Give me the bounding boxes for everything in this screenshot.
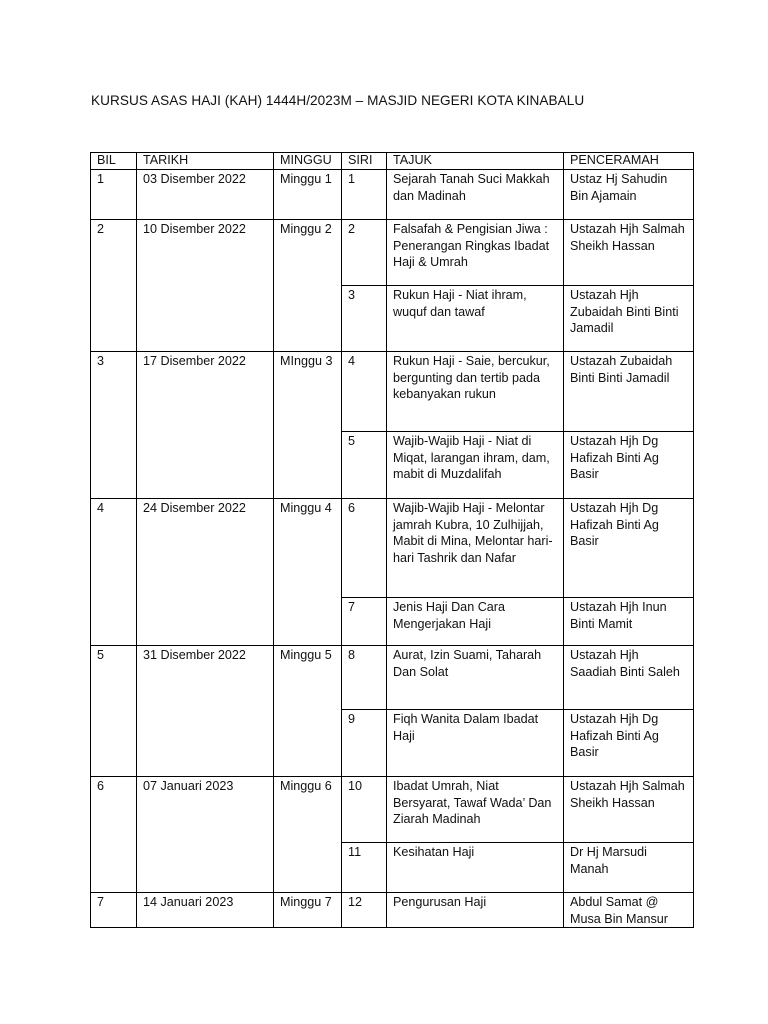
table-row [91,499,694,598]
cell-siri: 3 [342,286,387,352]
cell-bil: 1 [91,170,137,220]
cell-penceramah: Ustazah Zubaidah Binti Binti Jamadil [564,352,694,432]
cell-minggu: Minggu 5 [274,646,342,777]
cell-tarikh: 03 Disember 2022 [137,170,274,220]
header-siri: SIRI [342,153,387,170]
table-header-row [91,153,694,170]
cell-tajuk: Pengurusan Haji [387,893,564,928]
cell-bil: 4 [91,499,137,646]
cell-tarikh: 14 Januari 2023 [137,893,274,928]
cell-siri: 11 [342,843,387,893]
cell-siri: 1 [342,170,387,220]
cell-tarikh: 31 Disember 2022 [137,646,274,777]
cell-tajuk: Rukun Haji - Saie, bercukur, bergunting dan tertib pada kebanyakan rukun [387,352,564,432]
cell-penceramah: Ustazah Hjh Dg Hafizah Binti Ag Basir [564,432,694,499]
cell-bil: 2 [91,220,137,352]
cell-siri: 12 [342,893,387,928]
cell-tajuk: Falsafah & Pengisian Jiwa : Penerangan Ringkas Ibadat Haji & Umrah [387,220,564,286]
cell-tajuk: Kesihatan Haji [387,843,564,893]
schedule-table [90,152,694,928]
cell-tajuk: Sejarah Tanah Suci Makkah dan Madinah [387,170,564,220]
cell-siri: 8 [342,646,387,710]
cell-tajuk: Ibadat Umrah, Niat Bersyarat, Tawaf Wada’ Dan Ziarah Madinah [387,777,564,843]
cell-tajuk: Rukun Haji - Niat ihram, wuquf dan tawaf [387,286,564,352]
cell-penceramah: Ustazah Hjh Saadiah Binti Saleh [564,646,694,710]
cell-penceramah: Ustazah Hjh Inun Binti Mamit [564,598,694,646]
cell-tajuk: Wajib-Wajib Haji - Melontar jamrah Kubra, 10 Zulhijjah, Mabit di Mina, Melontar hari-hari Tashrik dan Nafar [387,499,564,598]
cell-siri: 10 [342,777,387,843]
cell-penceramah: Ustazah Hjh Salmah Sheikh Hassan [564,777,694,843]
table-row [91,220,694,286]
cell-tarikh: 07 Januari 2023 [137,777,274,893]
cell-minggu: Minggu 2 [274,220,342,352]
cell-penceramah: Ustazah Hjh Dg Hafizah Binti Ag Basir [564,499,694,598]
table-row [91,893,694,928]
cell-bil: 7 [91,893,137,928]
table-row [91,777,694,843]
cell-bil: 3 [91,352,137,499]
table-row [91,646,694,710]
cell-bil: 5 [91,646,137,777]
cell-minggu: Minggu 1 [274,170,342,220]
header-tarikh: TARIKH [137,153,274,170]
cell-penceramah: Abdul Samat @ Musa Bin Mansur [564,893,694,928]
cell-penceramah: Ustazah Hjh Dg Hafizah Binti Ag Basir [564,710,694,777]
cell-tajuk: Fiqh Wanita Dalam Ibadat Haji [387,710,564,777]
cell-siri: 5 [342,432,387,499]
cell-penceramah: Ustazah Hjh Zubaidah Binti Binti Jamadil [564,286,694,352]
header-penceramah: PENCERAMAH [564,153,694,170]
cell-siri: 7 [342,598,387,646]
cell-tajuk: Aurat, Izin Suami, Taharah Dan Solat [387,646,564,710]
cell-tajuk: Jenis Haji Dan Cara Mengerjakan Haji [387,598,564,646]
header-bil: BIL [91,153,137,170]
cell-minggu: Minggu 6 [274,777,342,893]
cell-minggu: Minggu 7 [274,893,342,928]
cell-siri: 9 [342,710,387,777]
cell-penceramah: Dr Hj Marsudi Manah [564,843,694,893]
cell-minggu: Minggu 4 [274,499,342,646]
table-row [91,170,694,220]
cell-penceramah: Ustazah Hjh Salmah Sheikh Hassan [564,220,694,286]
cell-bil: 6 [91,777,137,893]
cell-siri: 6 [342,499,387,598]
table-row [91,352,694,432]
cell-tajuk: Wajib-Wajib Haji - Niat di Miqat, larangan ihram, dam, mabit di Muzdalifah [387,432,564,499]
document-title: KURSUS ASAS HAJI (KAH) 1444H/2023M – MASJID NEGERI KOTA KINABALU [91,93,585,108]
cell-siri: 2 [342,220,387,286]
cell-tarikh: 17 Disember 2022 [137,352,274,499]
cell-siri: 4 [342,352,387,432]
cell-penceramah: Ustaz Hj Sahudin Bin Ajamain [564,170,694,220]
cell-minggu: MInggu 3 [274,352,342,499]
header-tajuk: TAJUK [387,153,564,170]
cell-tarikh: 10 Disember 2022 [137,220,274,352]
cell-tarikh: 24 Disember 2022 [137,499,274,646]
header-minggu: MINGGU [274,153,342,170]
